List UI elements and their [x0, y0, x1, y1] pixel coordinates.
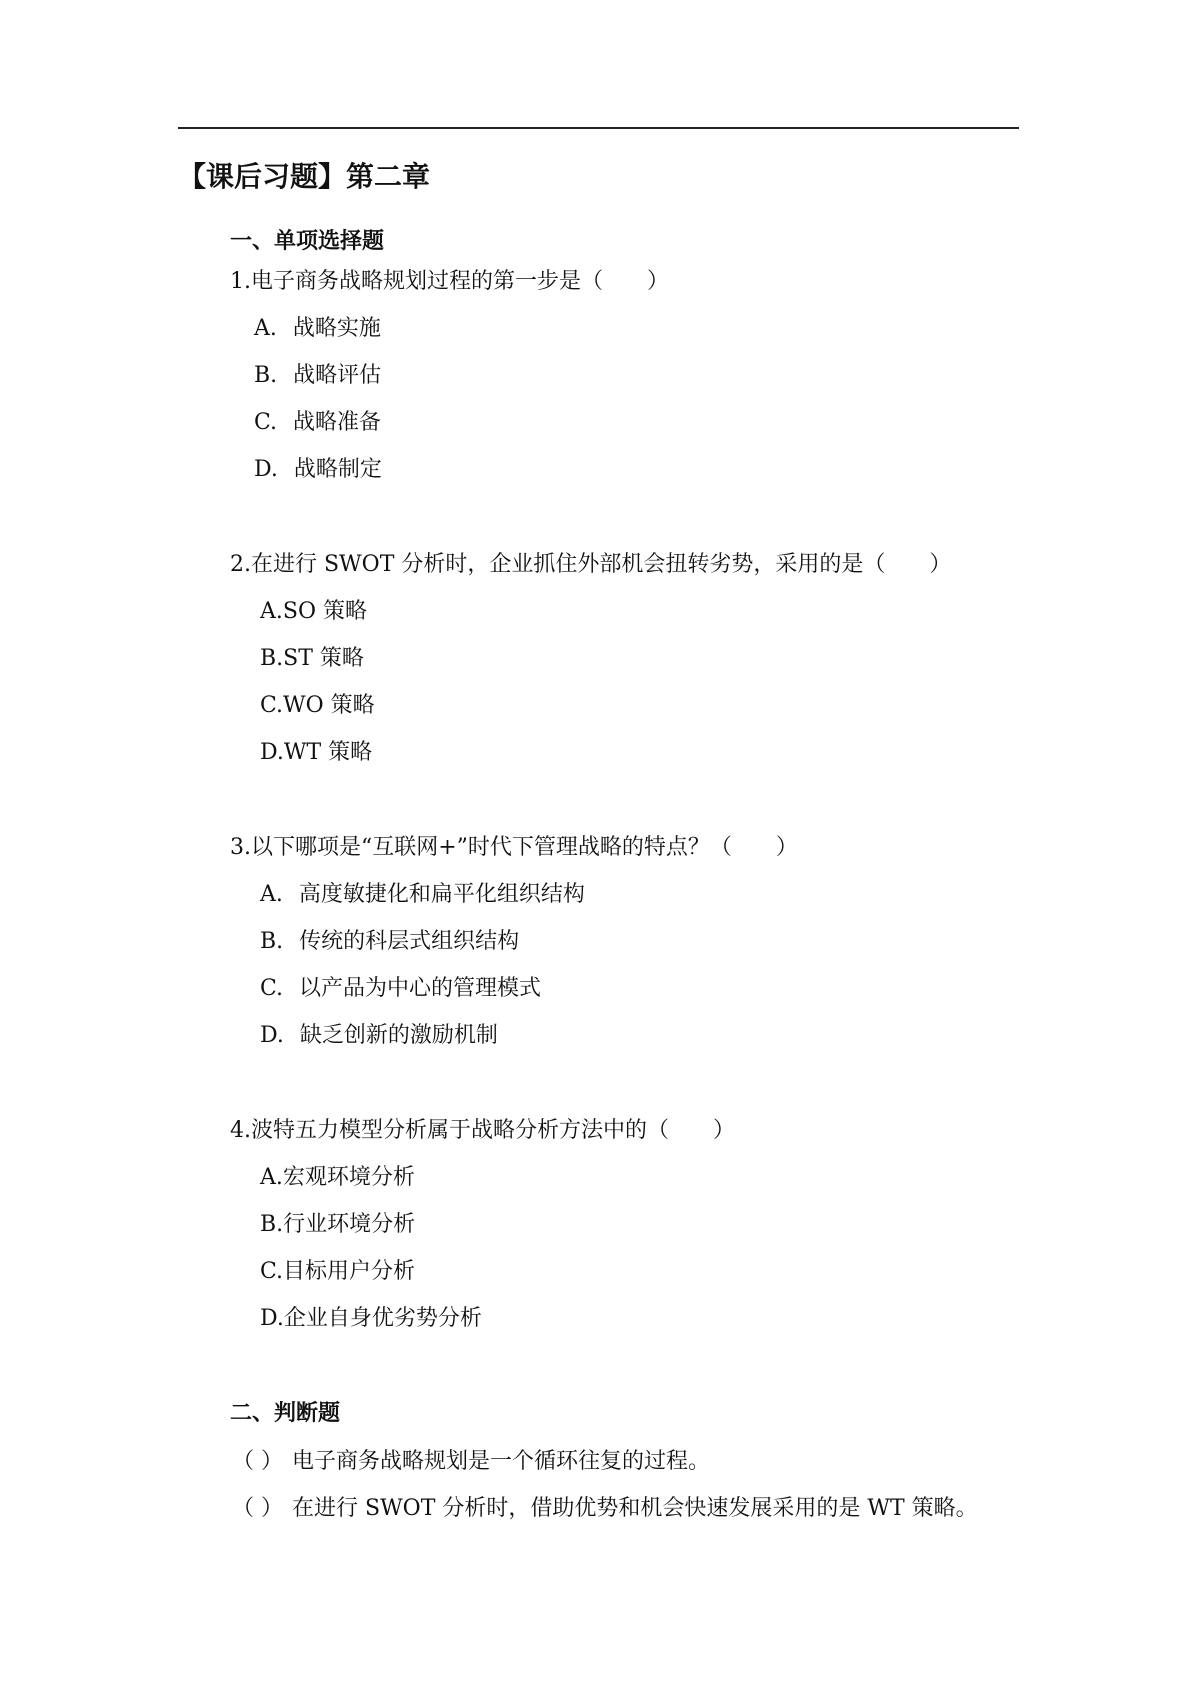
question-1-option-b [254, 358, 381, 389]
header-rule [178, 127, 1019, 129]
option-label: B. [260, 929, 284, 954]
question-2: 2.在进行 SWOT 分析时，企业抓住外部机会扭转劣势，采用的是（ ） [230, 552, 952, 577]
question-3: 3.以下哪项是“互联网+”时代下管理战略的特点？（ ） [230, 835, 798, 860]
section-heading-true-false: 二、判断题 [230, 1401, 341, 1426]
question-4-option-d: D.企业自身优劣势分析 [260, 1306, 482, 1331]
question-2-option-c: C.WO 策略 [260, 693, 375, 718]
question-3-option-c [260, 971, 541, 1002]
question-3-option-b [260, 924, 519, 955]
section-heading-single-choice: 一、单项选择题 [230, 229, 385, 254]
question-2-option-d: D.WT 策略 [260, 740, 373, 765]
option-label: A. [254, 316, 277, 341]
question-1-option-c [254, 405, 381, 436]
option-text: 传统的科层式组织结构 [299, 929, 520, 954]
option-label: C. [254, 410, 278, 435]
question-4: 4.波特五力模型分析属于战略分析方法中的（ ） [230, 1118, 735, 1143]
question-1-option-a [254, 311, 381, 342]
option-label: C. [260, 976, 284, 1001]
option-text: 高度敏捷化和扁平化组织结构 [298, 882, 585, 907]
option-text: 战略制定 [293, 457, 382, 482]
answer-blank: （ ） [232, 1496, 283, 1521]
true-false-item-1 [232, 1444, 710, 1475]
question-3-option-a [260, 877, 585, 908]
option-text: 缺乏创新的激励机制 [299, 1023, 498, 1048]
statement-text: 电子商务战略规划是一个循环往复的过程。 [292, 1449, 711, 1474]
question-1: 1.电子商务战略规划过程的第一步是（ ） [230, 269, 669, 294]
question-4-option-c: C.目标用户分析 [260, 1259, 416, 1284]
option-label: D. [260, 1023, 284, 1048]
question-4-option-a: A.宏观环境分析 [260, 1165, 415, 1190]
statement-text: 在进行 SWOT 分析时，借助优势和机会快速发展采用的是 WT 策略。 [292, 1496, 978, 1521]
option-label: A. [260, 882, 283, 907]
question-4-option-b: B.行业环境分析 [260, 1212, 416, 1237]
question-3-option-d [260, 1018, 498, 1049]
option-text: 战略实施 [292, 316, 381, 341]
question-2-option-a: A.SO 策略 [260, 599, 367, 624]
answer-blank: （ ） [232, 1449, 283, 1474]
question-1-option-d [254, 452, 382, 483]
option-text: 战略准备 [293, 410, 382, 435]
option-label: D. [254, 457, 278, 482]
page-title: 【课后习题】第二章 [178, 160, 431, 193]
option-text: 以产品为中心的管理模式 [299, 976, 542, 1001]
option-label: B. [254, 363, 278, 388]
option-text: 战略评估 [293, 363, 382, 388]
question-2-option-b: B.ST 策略 [260, 646, 364, 671]
true-false-item-2 [232, 1491, 978, 1522]
